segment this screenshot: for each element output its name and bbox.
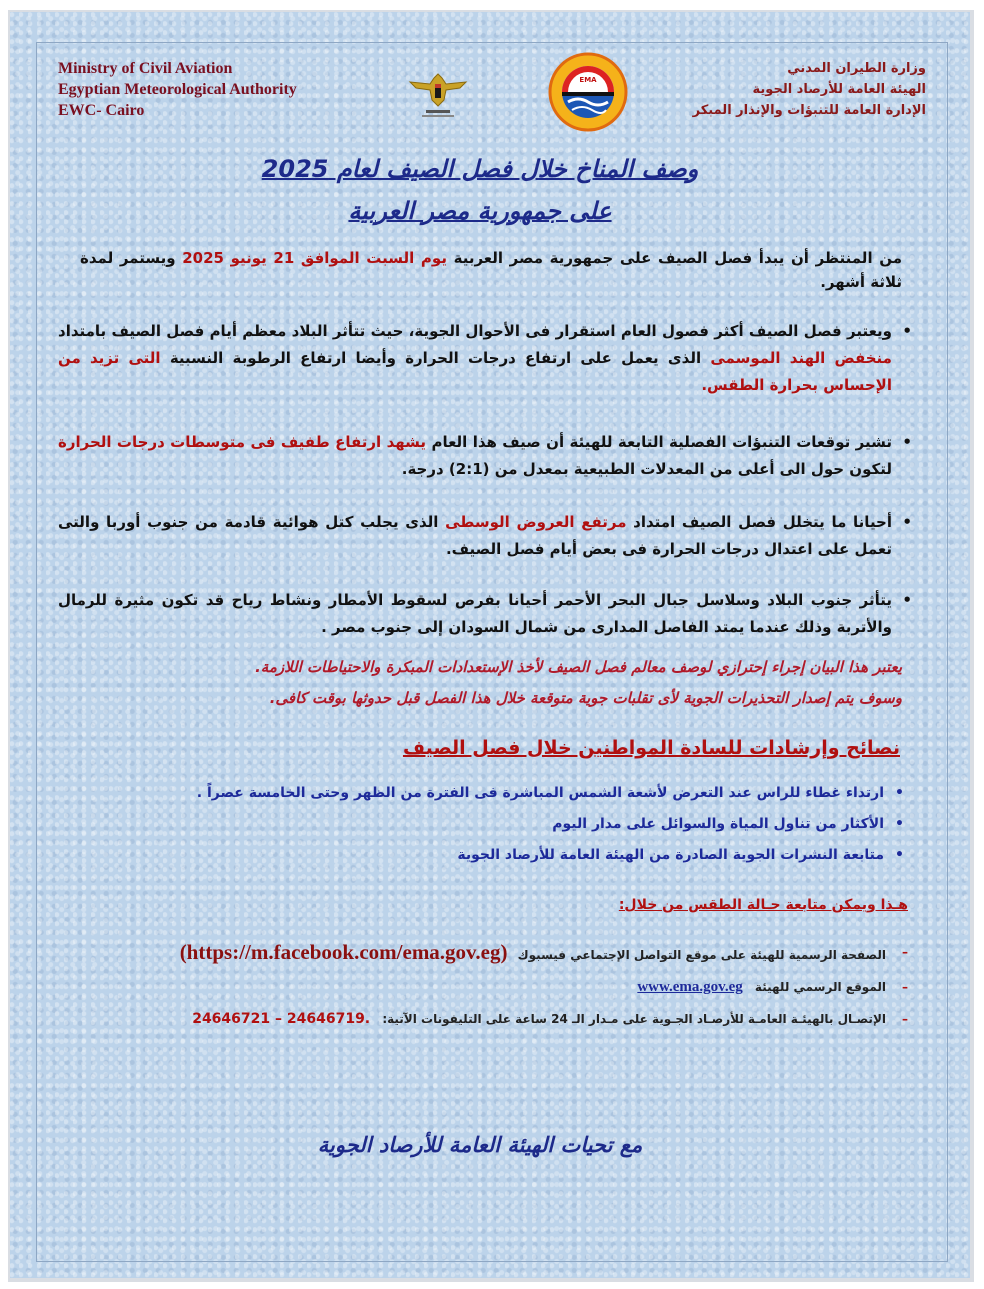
bullet-item xyxy=(58,429,912,483)
intro-duration: ويستمر لمدة ثلاثة أشهر. xyxy=(80,249,902,291)
header-center: EWC- Cairo xyxy=(58,102,145,119)
header-department-ar: الإدارة العامة للتنبؤات والإنذار المبكر xyxy=(692,103,926,118)
phone-label: الإتصـال بالهيئـة العامـة للأرصـاد الجـوية على مـدار الـ 24 ساعة على التليفونات الآتية: xyxy=(382,1012,886,1026)
ema-logo-text: EMA xyxy=(579,76,597,84)
tip-item: • الأكثار من تناول المياة والسوائل على مدار اليوم xyxy=(140,809,906,840)
contact-list xyxy=(80,936,912,1035)
bullet-text: أحيانا ما يتخلل فصل الصيف امتداد xyxy=(633,513,893,531)
precaution-line-2: وسوف يتم إصدار التحذيرات الجوية لأى تقلبات جوية متوقعة خلال هذا الفصل قبل حدوثها بوقت كافى. xyxy=(269,689,902,707)
bullet-item xyxy=(58,318,912,399)
facebook-link[interactable]: (https://m.facebook.com/ema.gov.eg) xyxy=(179,940,508,964)
phone-item xyxy=(80,1003,912,1035)
website-label: الموقع الرسمي للهيئة xyxy=(754,980,886,994)
title-line-1: وصف المناخ خلال فصل الصيف لعام 2025 xyxy=(261,155,699,183)
header-authority-ar: الهيئة العامة للأرصاد الجوية xyxy=(752,82,926,97)
bullet-text: الذى يعمل على ارتفاع درجات الحرارة وأيضا ارتفاع الرطوبة النسبية xyxy=(169,349,702,367)
signature: مع تحيات الهيئة العامة للأرصاد الجوية xyxy=(317,1133,643,1157)
bullet-highlight: يشهد ارتفاع طفيف فى متوسطات درجات الحرارة xyxy=(58,433,427,451)
precaution-line-1: يعتبر هذا البيان إجراء إحترازي لوصف معالم فصل الصيف لأخذ الإستعدادات المبكرة والاحتياطات اللازمة. xyxy=(255,658,902,676)
document-title xyxy=(200,148,760,232)
tip-item: • متابعة النشرات الجوية الصادرة من الهيئة العامة للأرصاد الجوية xyxy=(140,840,906,871)
climate-bullets xyxy=(58,318,912,641)
facebook-item xyxy=(80,936,912,971)
bullet-item xyxy=(58,587,912,641)
tips-heading: نصائح وإرشادات للسادة المواطنين خلال فصل الصيف xyxy=(402,737,900,759)
title-line-2: على جمهورية مصر العربية xyxy=(348,197,612,225)
ministry-eagle-logo xyxy=(408,62,468,120)
header-english xyxy=(58,58,297,121)
facebook-label: الصفحة الرسمية للهيئة على موقع التواصل الإجتماعي فيسبوك xyxy=(517,948,886,962)
header-authority: Egyptian Meteorological Authority xyxy=(58,81,297,98)
tip-item: • ارتداء غطاء للراس عند التعرض لأشعة الشمس المباشرة فى الفترة من الظهر وحتى الخامسة عصراً . xyxy=(140,778,906,809)
header-ministry: Ministry of Civil Aviation xyxy=(58,60,233,77)
intro-date: يوم السبت الموافق 21 يونيو 2025 xyxy=(182,249,447,267)
bullet-item xyxy=(58,509,912,563)
bullet-text: الذى يجلب كتل هوائية قادمة من جنوب أوربا والتى تعمل على اعتدال درجات الحرارة فى بعض أيام فصل الصيف. xyxy=(58,513,892,558)
header-ministry-ar: وزارة الطيران المدني xyxy=(787,61,926,76)
bullet-text: يتأثر جنوب البلاد وسلاسل جبال البحر الأحمر أحيانا بفرص لسقوط الأمطار ونشاط رياح قد تكون مثيرة للرمال والأتربة وذلك عندما يمتد الفاصل المدارى من شمال السودان إلى جنوب مصر . xyxy=(58,591,892,636)
bullet-text: تشير توقعات التنبؤات الفصلية التابعة للهيئة أن صيف هذا العام xyxy=(431,433,892,451)
website-link[interactable]: www.ema.gov.eg xyxy=(637,979,743,995)
bullet-highlight: منخفض الهند الموسمى xyxy=(710,349,892,367)
intro-paragraph xyxy=(80,246,902,294)
intro-text: من المنتظر أن يبدأ فصل الصيف على جمهورية مصر العربية xyxy=(453,249,902,267)
follow-heading: هـذا ويمكن متابعة حـالة الطقس من خلال: xyxy=(618,897,908,913)
ema-logo xyxy=(548,52,628,132)
phone-numbers: 24646721 – 24646719. xyxy=(192,1011,371,1027)
bullet-highlight: التى تزيد من الإحساس بحرارة الطقس. xyxy=(58,349,892,394)
header-arabic xyxy=(693,58,926,121)
bullet-highlight: مرتفع العروض الوسطى xyxy=(445,513,627,531)
bullet-text: لتكون حول الى أعلى من المعدلات الطبيعية بمعدل من (2:1) درجة. xyxy=(401,460,892,478)
tips-list xyxy=(140,778,906,871)
bullet-text: ويعتبر فصل الصيف أكثر فصول العام استقرار فى الأحوال الجوية، حيث تتأثر البلاد معظم أيام فصل الصيف بامتداد xyxy=(58,322,892,340)
precaution-note xyxy=(78,652,902,714)
website-item xyxy=(80,971,912,1003)
